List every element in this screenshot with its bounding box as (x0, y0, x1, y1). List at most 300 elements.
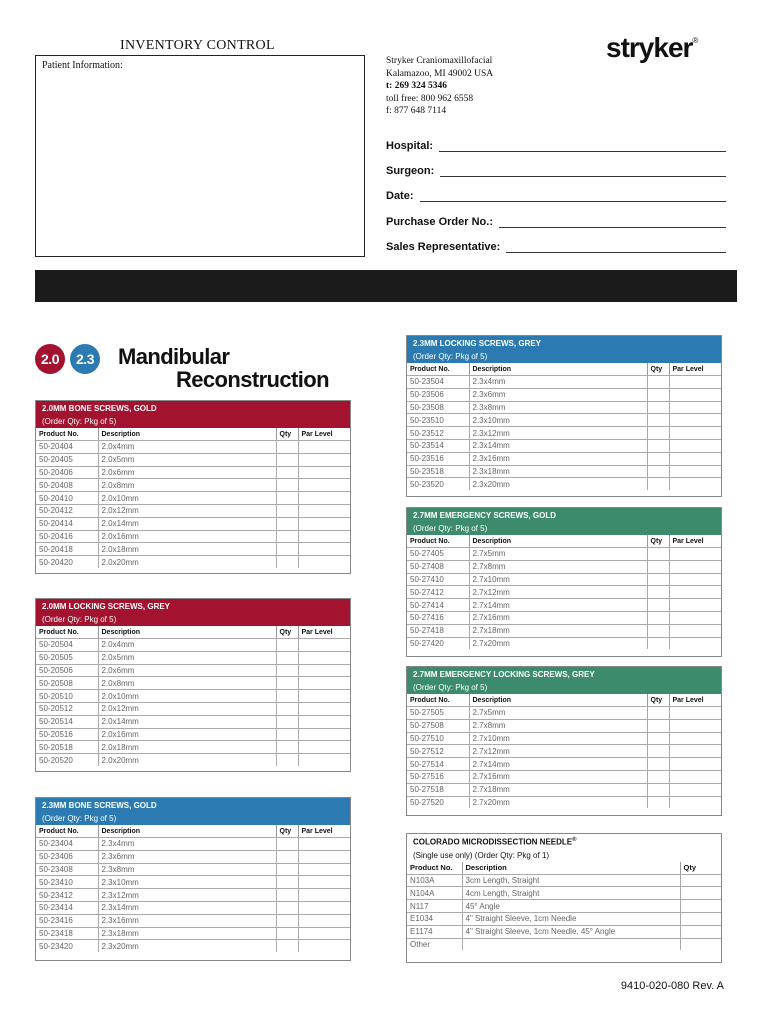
surgeon-label: Surgeon: (386, 165, 435, 177)
description-cell: 3cm Length, Straight (462, 874, 680, 887)
par-level-cell[interactable] (298, 927, 350, 940)
product-no-cell: N104A (407, 887, 462, 900)
size-badge-2-3: 2.3 (70, 344, 100, 374)
par-level-cell[interactable] (669, 796, 721, 808)
table-row (407, 452, 721, 465)
par-level-cell[interactable] (298, 543, 350, 556)
description-header: Description (469, 363, 647, 376)
description-cell: 2.3x12mm (98, 889, 276, 902)
table-row (407, 624, 721, 637)
product-no-cell: 50-27514 (407, 758, 469, 771)
product-no-cell: 50-20408 (36, 479, 98, 492)
description-cell: 2.7x12mm (469, 745, 647, 758)
par-level-header: Par Level (669, 694, 721, 707)
table-row (36, 492, 350, 505)
surgeon-input-line[interactable] (440, 166, 726, 177)
product-no-cell: 50-20412 (36, 504, 98, 517)
qty-cell[interactable] (647, 599, 669, 612)
description-cell: 2.3x20mm (469, 478, 647, 490)
table-row (407, 414, 721, 427)
par-level-header: Par Level (298, 428, 350, 441)
product-no-cell: N103A (407, 874, 462, 887)
table-subtitle: (Single use only) (Order Qty: Pkg of 1) (413, 850, 550, 860)
description-cell: 2.0x10mm (98, 492, 276, 505)
qty-header: Qty (276, 428, 298, 441)
qty-cell[interactable] (647, 770, 669, 783)
qty-cell[interactable] (647, 707, 669, 720)
qty-cell[interactable] (647, 452, 669, 465)
qty-cell[interactable] (276, 838, 298, 851)
qty-cell[interactable] (647, 388, 669, 401)
qty-cell[interactable] (276, 901, 298, 914)
qty-cell[interactable] (680, 900, 721, 913)
par-level-cell[interactable] (298, 504, 350, 517)
qty-cell[interactable] (647, 719, 669, 732)
table-title-text: 2.3MM BONE SCREWS, GOLD (42, 801, 157, 810)
description-cell: 2.7x10mm (469, 732, 647, 745)
purchase-order-label: Purchase Order No.: (386, 216, 493, 228)
qty-cell[interactable] (276, 715, 298, 728)
bone-screws-2-0-table (35, 400, 351, 574)
par-level-cell[interactable] (669, 599, 721, 612)
product-no-cell: 50-20510 (36, 690, 98, 703)
description-cell: 2.0x16mm (98, 530, 276, 543)
qty-cell[interactable] (276, 479, 298, 492)
purchase-order-field[interactable] (386, 212, 726, 228)
section-heading-line2: Reconstruction (176, 367, 329, 392)
product-no-cell: 50-27508 (407, 719, 469, 732)
document-number: 9410-020-080 Rev. A (620, 980, 724, 992)
description-cell: 2.0x14mm (98, 517, 276, 530)
bone-screws-2-3-table (35, 797, 351, 961)
description-cell: 2.0x6mm (98, 466, 276, 479)
patient-information-box[interactable] (35, 55, 365, 257)
description-cell: 2.7x10mm (469, 573, 647, 586)
product-no-cell: 50-27420 (407, 637, 469, 649)
description-header: Description (469, 535, 647, 548)
table-row (36, 543, 350, 556)
par-level-cell[interactable] (298, 466, 350, 479)
par-level-cell[interactable] (669, 414, 721, 427)
qty-cell[interactable] (647, 573, 669, 586)
par-level-cell[interactable] (298, 901, 350, 914)
par-level-cell[interactable] (298, 914, 350, 927)
qty-cell[interactable] (647, 401, 669, 414)
par-level-cell[interactable] (669, 388, 721, 401)
table-header (36, 401, 350, 428)
par-level-cell[interactable] (669, 452, 721, 465)
section-divider-band (35, 270, 737, 302)
product-no-cell: 50-20405 (36, 453, 98, 466)
par-level-cell[interactable] (298, 754, 350, 766)
table-header (36, 599, 350, 626)
table-row (36, 664, 350, 677)
table-row (407, 548, 721, 561)
product-no-cell: 50-27410 (407, 573, 469, 586)
product-no-cell: 50-20410 (36, 492, 98, 505)
table-title (413, 837, 715, 847)
description-cell: 2.7x5mm (469, 548, 647, 561)
product-no-header: Product No. (36, 626, 98, 639)
par-level-cell[interactable] (669, 573, 721, 586)
description-cell: 2.7x5mm (469, 707, 647, 720)
description-cell: 2.0x4mm (98, 639, 276, 652)
product-no-cell: 50-27416 (407, 611, 469, 624)
product-no-cell: E1174 (407, 925, 462, 938)
product-no-header: Product No. (407, 694, 469, 707)
qty-cell[interactable] (680, 913, 721, 926)
registered-mark: ® (692, 36, 698, 45)
description-cell: 2.0x20mm (98, 556, 276, 568)
table-row (407, 938, 721, 950)
table-title-text: 2.3MM LOCKING SCREWS, GREY (413, 339, 542, 348)
product-no-cell: 50-23514 (407, 439, 469, 452)
table-subtitle: (Order Qty: Pkg of 5) (413, 352, 488, 361)
product-no-cell: 50-23512 (407, 427, 469, 440)
qty-cell[interactable] (276, 639, 298, 652)
qty-cell[interactable] (276, 664, 298, 677)
locking-screws-2-3-table (406, 335, 722, 497)
par-level-cell[interactable] (298, 876, 350, 889)
table-row (36, 940, 350, 952)
table-row (407, 637, 721, 649)
hospital-input-line[interactable] (439, 141, 726, 152)
qty-cell[interactable] (680, 938, 721, 950)
par-level-cell[interactable] (669, 478, 721, 490)
description-cell: 2.0x10mm (98, 690, 276, 703)
par-level-cell[interactable] (298, 889, 350, 902)
qty-cell[interactable] (647, 586, 669, 599)
par-level-cell[interactable] (669, 637, 721, 649)
qty-cell[interactable] (276, 754, 298, 766)
description-cell: 2.0x12mm (98, 504, 276, 517)
qty-cell[interactable] (647, 796, 669, 808)
table-row (36, 927, 350, 940)
par-level-cell[interactable] (298, 863, 350, 876)
description-cell: 2.3x14mm (98, 901, 276, 914)
qty-cell[interactable] (647, 745, 669, 758)
product-no-cell: 50-20416 (36, 530, 98, 543)
qty-cell[interactable] (276, 914, 298, 927)
product-no-cell: 50-27512 (407, 745, 469, 758)
par-level-cell[interactable] (669, 707, 721, 720)
table-row (407, 599, 721, 612)
table-row (36, 530, 350, 543)
par-level-cell[interactable] (298, 492, 350, 505)
description-cell: 2.3x12mm (469, 427, 647, 440)
qty-cell[interactable] (647, 478, 669, 490)
sales-rep-input-line[interactable] (506, 242, 726, 253)
product-no-cell: 50-20508 (36, 677, 98, 690)
qty-cell[interactable] (276, 651, 298, 664)
description-cell: 4cm Length, Straight (462, 887, 680, 900)
product-no-cell: 50-27408 (407, 560, 469, 573)
product-no-header: Product No. (407, 535, 469, 548)
table-title (42, 801, 344, 810)
qty-cell[interactable] (276, 556, 298, 568)
table-row (36, 876, 350, 889)
table-row (407, 887, 721, 900)
qty-cell[interactable] (647, 783, 669, 796)
par-level-cell[interactable] (669, 745, 721, 758)
qty-header: Qty (680, 862, 721, 875)
description-cell: 2.7x16mm (469, 611, 647, 624)
par-level-cell[interactable] (298, 517, 350, 530)
description-cell: 2.7x14mm (469, 758, 647, 771)
table-row (407, 573, 721, 586)
description-cell: 2.7x20mm (469, 637, 647, 649)
qty-cell[interactable] (276, 466, 298, 479)
product-no-header: Product No. (36, 428, 98, 441)
qty-cell[interactable] (680, 887, 721, 900)
table-row (36, 715, 350, 728)
table-title (42, 404, 344, 413)
product-no-cell: 50-20406 (36, 466, 98, 479)
description-header: Description (98, 825, 276, 838)
product-no-cell: 50-27505 (407, 707, 469, 720)
surgeon-field[interactable] (386, 161, 726, 177)
description-cell: 2.7x14mm (469, 599, 647, 612)
par-level-cell[interactable] (669, 732, 721, 745)
qty-cell[interactable] (276, 702, 298, 715)
table-title-text: 2.0MM LOCKING SCREWS, GREY (42, 602, 171, 611)
company-line: Kalamazoo, MI 49002 USA (386, 68, 494, 79)
date-field[interactable] (386, 186, 726, 202)
qty-cell[interactable] (647, 427, 669, 440)
product-no-cell: 50-20420 (36, 556, 98, 568)
par-level-cell[interactable] (298, 639, 350, 652)
product-no-cell: N117 (407, 900, 462, 913)
product-no-cell: 50-23404 (36, 838, 98, 851)
qty-cell[interactable] (276, 492, 298, 505)
table-row (407, 439, 721, 452)
table-row (407, 376, 721, 389)
date-input-line[interactable] (420, 191, 726, 202)
qty-cell[interactable] (276, 889, 298, 902)
qty-cell[interactable] (276, 876, 298, 889)
description-cell: 2.3x10mm (469, 414, 647, 427)
table-row (36, 863, 350, 876)
par-level-cell[interactable] (298, 838, 350, 851)
par-level-cell[interactable] (298, 690, 350, 703)
table-row (407, 427, 721, 440)
hospital-label: Hospital: (386, 140, 434, 152)
qty-cell[interactable] (276, 940, 298, 952)
table-row (36, 850, 350, 863)
table-row (36, 754, 350, 766)
qty-cell[interactable] (647, 758, 669, 771)
product-no-cell: 50-20512 (36, 702, 98, 715)
product-no-cell: 50-27510 (407, 732, 469, 745)
description-cell: 2.7x20mm (469, 796, 647, 808)
par-level-cell[interactable] (298, 728, 350, 741)
par-level-cell[interactable] (298, 715, 350, 728)
emergency-locking-screws-2-7-table (406, 666, 722, 816)
description-cell: 2.3x14mm (469, 439, 647, 452)
qty-cell[interactable] (276, 690, 298, 703)
qty-header: Qty (276, 626, 298, 639)
par-level-cell[interactable] (669, 586, 721, 599)
table-header (407, 508, 721, 535)
product-no-cell: 50-27412 (407, 586, 469, 599)
par-level-cell[interactable] (669, 783, 721, 796)
qty-cell[interactable] (276, 530, 298, 543)
sales-rep-field[interactable] (386, 237, 726, 253)
table-row (36, 741, 350, 754)
description-cell: 2.7x18mm (469, 624, 647, 637)
table-row (36, 889, 350, 902)
company-line: toll free: 800 962 6558 (386, 93, 474, 104)
emergency-screws-2-7-table (406, 507, 722, 657)
description-cell: 2.3x16mm (469, 452, 647, 465)
table-header (407, 667, 721, 694)
par-level-cell[interactable] (669, 427, 721, 440)
par-level-cell[interactable] (669, 758, 721, 771)
company-phone: t: 269 324 5346 (386, 81, 447, 91)
qty-cell[interactable] (680, 925, 721, 938)
table-row (407, 611, 721, 624)
par-level-cell[interactable] (298, 677, 350, 690)
description-cell (462, 938, 680, 950)
description-cell: 2.3x18mm (98, 927, 276, 940)
par-level-cell[interactable] (669, 770, 721, 783)
par-level-cell[interactable] (298, 441, 350, 454)
table-header (407, 834, 721, 862)
product-no-cell: 50-23504 (407, 376, 469, 389)
product-no-cell: 50-23410 (36, 876, 98, 889)
product-no-cell: 50-23518 (407, 465, 469, 478)
purchase-order-input-line[interactable] (499, 217, 726, 228)
par-level-cell[interactable] (298, 453, 350, 466)
qty-cell[interactable] (276, 543, 298, 556)
qty-cell[interactable] (680, 874, 721, 887)
description-header: Description (98, 428, 276, 441)
product-no-header: Product No. (36, 825, 98, 838)
par-level-cell[interactable] (298, 556, 350, 568)
qty-cell[interactable] (276, 453, 298, 466)
table-row (36, 441, 350, 454)
description-cell: 2.0x4mm (98, 441, 276, 454)
table-row (36, 838, 350, 851)
product-no-cell: 50-20518 (36, 741, 98, 754)
par-level-cell[interactable] (669, 401, 721, 414)
table-subtitle: (Order Qty: Pkg of 5) (413, 683, 488, 692)
product-no-cell: 50-27414 (407, 599, 469, 612)
table-subtitle: (Order Qty: Pkg of 5) (413, 524, 488, 533)
par-level-cell[interactable] (669, 624, 721, 637)
table-row (36, 556, 350, 568)
qty-cell[interactable] (647, 414, 669, 427)
par-level-header: Par Level (669, 363, 721, 376)
table-title (413, 670, 715, 679)
description-cell: 2.7x8mm (469, 719, 647, 732)
qty-cell[interactable] (647, 560, 669, 573)
product-no-cell: 50-20504 (36, 639, 98, 652)
hospital-field[interactable] (386, 136, 726, 152)
par-level-cell[interactable] (669, 611, 721, 624)
description-cell: 2.3x4mm (469, 376, 647, 389)
qty-cell[interactable] (647, 624, 669, 637)
table-row (36, 639, 350, 652)
par-level-cell[interactable] (298, 850, 350, 863)
qty-cell[interactable] (647, 376, 669, 389)
qty-cell[interactable] (276, 741, 298, 754)
table-title (413, 339, 715, 348)
par-level-cell[interactable] (669, 719, 721, 732)
table-row (36, 677, 350, 690)
table-title-text: 2.7MM EMERGENCY LOCKING SCREWS, GREY (413, 670, 595, 679)
table-row (407, 560, 721, 573)
description-header: Description (98, 626, 276, 639)
table-title (42, 602, 344, 611)
product-no-cell: 50-23406 (36, 850, 98, 863)
qty-cell[interactable] (647, 732, 669, 745)
product-no-cell: 50-27405 (407, 548, 469, 561)
table-row (36, 504, 350, 517)
product-no-cell: 50-20414 (36, 517, 98, 530)
description-cell: 2.7x8mm (469, 560, 647, 573)
qty-cell[interactable] (647, 465, 669, 478)
par-level-cell[interactable] (669, 465, 721, 478)
table-header (407, 336, 721, 363)
section-heading-line1: Mandibular (118, 344, 230, 369)
qty-cell[interactable] (276, 863, 298, 876)
product-no-cell: 50-20506 (36, 664, 98, 677)
logo-text: stryker (606, 32, 693, 63)
product-no-cell: 50-20514 (36, 715, 98, 728)
table-subtitle: (Order Qty: Pkg of 5) (42, 814, 117, 823)
par-level-cell[interactable] (298, 664, 350, 677)
qty-cell[interactable] (276, 850, 298, 863)
table-row (407, 874, 721, 887)
par-level-cell[interactable] (298, 530, 350, 543)
par-level-cell[interactable] (298, 940, 350, 952)
qty-cell[interactable] (647, 637, 669, 649)
table-title (413, 511, 715, 520)
description-cell: 2.3x6mm (469, 388, 647, 401)
par-level-cell[interactable] (298, 479, 350, 492)
qty-cell[interactable] (647, 611, 669, 624)
table-row (407, 719, 721, 732)
registered-mark: ® (572, 837, 577, 843)
company-line: f: 877 648 7114 (386, 106, 447, 116)
product-no-cell: 50-23508 (407, 401, 469, 414)
product-no-cell: 50-27518 (407, 783, 469, 796)
qty-cell[interactable] (276, 517, 298, 530)
par-level-cell[interactable] (298, 741, 350, 754)
table-row (36, 453, 350, 466)
description-cell: 2.3x8mm (98, 863, 276, 876)
qty-cell[interactable] (276, 441, 298, 454)
par-level-cell[interactable] (298, 702, 350, 715)
qty-cell[interactable] (276, 927, 298, 940)
qty-cell[interactable] (276, 677, 298, 690)
par-level-cell[interactable] (669, 560, 721, 573)
par-level-cell[interactable] (669, 439, 721, 452)
par-level-cell[interactable] (669, 548, 721, 561)
qty-cell[interactable] (276, 728, 298, 741)
table-row (407, 401, 721, 414)
product-no-cell: 50-20404 (36, 441, 98, 454)
par-level-cell[interactable] (669, 376, 721, 389)
description-cell: 2.7x12mm (469, 586, 647, 599)
qty-cell[interactable] (276, 504, 298, 517)
qty-cell[interactable] (647, 439, 669, 452)
qty-cell[interactable] (647, 548, 669, 561)
par-level-cell[interactable] (298, 651, 350, 664)
description-cell: 2.0x6mm (98, 664, 276, 677)
qty-header: Qty (647, 535, 669, 548)
